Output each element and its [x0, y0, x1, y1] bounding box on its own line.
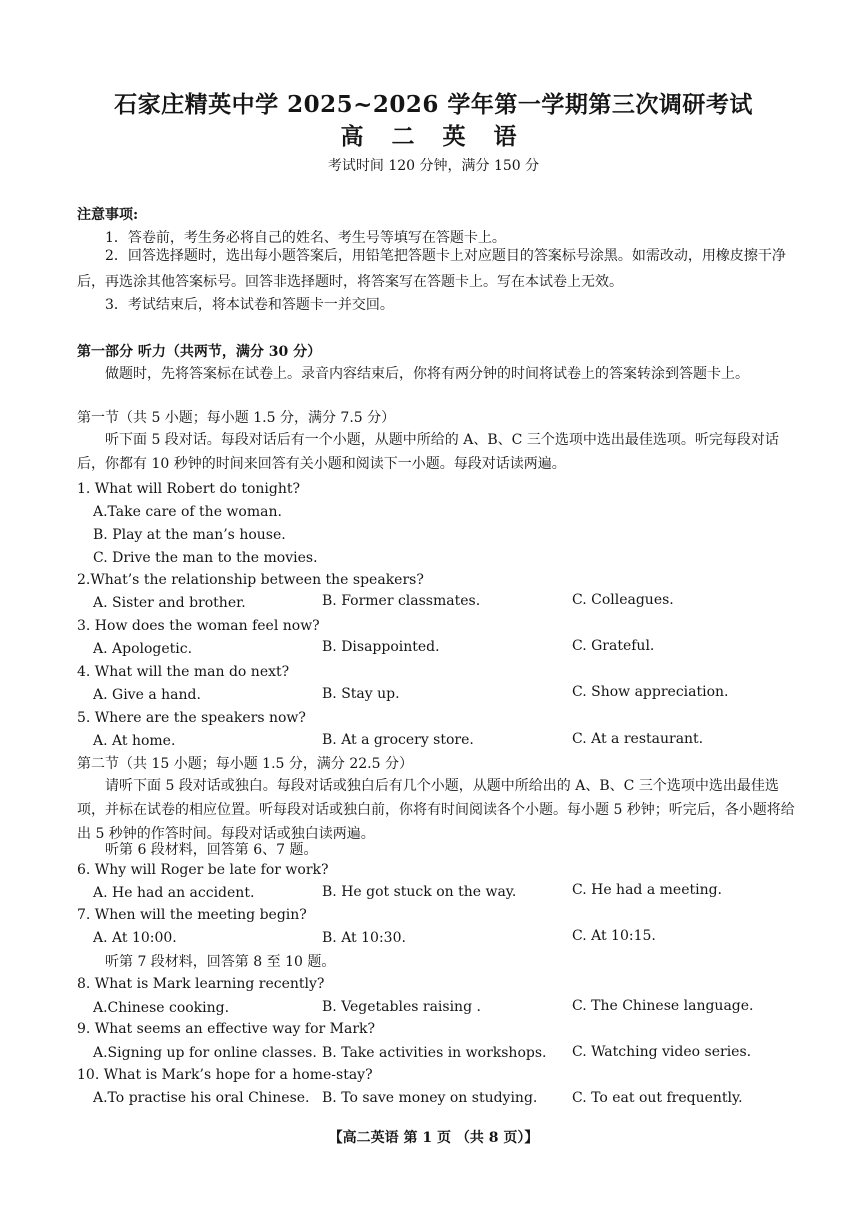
q8-option-c: C. The Chinese language.: [572, 998, 754, 1014]
q10-option-a: A.To practise his oral Chinese.: [93, 1090, 310, 1106]
question-9: 9. What seems an effective way for Mark?: [77, 1021, 376, 1037]
q10-option-c: C. To eat out frequently.: [572, 1090, 743, 1106]
q7-option-c: C. At 10:15.: [572, 928, 656, 944]
q6-option-c: C. He had a meeting.: [572, 882, 723, 898]
q4-option-b: B. Stay up.: [322, 686, 400, 702]
page-footer: 【高二英语 第 1 页 （共 8 页）】: [328, 1130, 539, 1146]
question-7: 7. When will the meeting begin?: [77, 907, 307, 923]
q4-option-a: A. Give a hand.: [93, 687, 201, 703]
subject-title: 高 二 英 语: [340, 123, 527, 150]
q3-option-b: B. Disappointed.: [322, 639, 440, 655]
exam-title: 石家庄精英中学 2025~2026 学年第一学期第三次调研考试: [114, 91, 753, 118]
q5-option-a: A. At home.: [93, 733, 176, 749]
part1-intro: 做题时，先将答案标在试卷上。录音内容结束后，你将有两分钟的时间将试卷上的答案转涂到答题卡上。: [105, 366, 749, 382]
q9-option-c: C. Watching video series.: [572, 1044, 752, 1060]
section2-instructions: 请听下面 5 段对话或独白。每段对话或独白后有几个小题，从题中所给出的 A、B、C 三个选项中选出最佳选项，并标在试卷的相应位置。听每段对话或独白前，你将有时间阅读各个小题。每小题 5 秒钟；听完后，各小题将给出 5 秒钟的作答时间。每段对话或独白读两遍。: [77, 778, 795, 842]
q3-option-a: A. Apologetic.: [93, 641, 193, 657]
question-2: 2.What’s the relationship between the speakers?: [77, 572, 424, 588]
q5-option-b: B. At a grocery store.: [322, 732, 474, 748]
question-6: 6. Why will Roger be late for work?: [77, 862, 329, 878]
question-10: 10. What is Mark’s hope for a home-stay?: [77, 1067, 373, 1083]
q6-option-a: A. He had an accident.: [93, 885, 255, 901]
q4-option-c: C. Show appreciation.: [572, 684, 729, 700]
q7-option-b: B. At 10:30.: [322, 930, 406, 946]
q1-option-c: C. Drive the man to the movies.: [93, 550, 318, 566]
q5-option-c: C. At a restaurant.: [572, 731, 704, 747]
part1-heading: 第一部分 听力（共两节，满分 30 分）: [77, 344, 322, 360]
q9-option-a: A.Signing up for online classes.: [93, 1045, 317, 1061]
q1-option-b: B. Play at the man’s house.: [93, 527, 286, 543]
q10-option-b: B. To save money on studying.: [322, 1090, 538, 1106]
exam-info: 考试时间 120 分钟，满分 150 分: [327, 158, 540, 174]
q8-option-a: A.Chinese cooking.: [93, 1000, 230, 1016]
q2-option-b: B. Former classmates.: [322, 593, 481, 609]
question-3: 3. How does the woman feel now?: [77, 618, 320, 634]
q2-option-a: A. Sister and brother.: [93, 595, 246, 611]
section1-heading: 第一节（共 5 小题；每小题 1.5 分，满分 7.5 分）: [77, 410, 396, 426]
question-5: 5. Where are the speakers now?: [77, 710, 306, 726]
q3-option-c: C. Grateful.: [572, 638, 655, 654]
material-6-note: 听第 6 段材料，回答第 6、7 题。: [105, 842, 318, 858]
question-4: 4. What will the man do next?: [77, 664, 290, 680]
notice-item-3: 3．考试结束后，将本试卷和答题卡一并交回。: [105, 297, 394, 313]
question-1: 1. What will Robert do tonight?: [77, 481, 300, 497]
notice-heading: 注意事项:: [77, 207, 139, 223]
q7-option-a: A. At 10:00.: [93, 930, 177, 946]
section2-heading: 第二节（共 15 小题；每小题 1.5 分，满分 22.5 分）: [77, 756, 413, 772]
material-7-note: 听第 7 段材料，回答第 8 至 10 题。: [105, 954, 336, 970]
q1-option-a: A.Take care of the woman.: [93, 504, 282, 520]
notice-item-2: 2．回答选择题时，选出每小题答案后，用铅笔把答题卡上对应题目的答案标号涂黑。如需改动，用橡皮擦干净后，再选涂其他答案标号。回答非选择题时，将答案写在答题卡上。写在本试卷上无效。: [77, 248, 786, 290]
q6-option-b: B. He got stuck on the way.: [322, 884, 517, 900]
question-8: 8. What is Mark learning recently?: [77, 976, 325, 992]
notice-item-1: 1．答卷前，考生务必将自己的姓名、考生号等填写在答题卡上。: [105, 230, 506, 246]
q9-option-b: B. Take activities in workshops.: [322, 1045, 547, 1061]
section1-instructions: 听下面 5 段对话。每段对话后有一个小题，从题中所给的 A、B、C 三个选项中选出最佳选项。听完每段对话后，你都有 10 秒钟的时间来回答有关小题和阅读下一小题。每段对话读两遍。: [77, 432, 779, 472]
q8-option-b: B. Vegetables raising .: [322, 999, 481, 1015]
q2-option-c: C. Colleagues.: [572, 592, 674, 608]
